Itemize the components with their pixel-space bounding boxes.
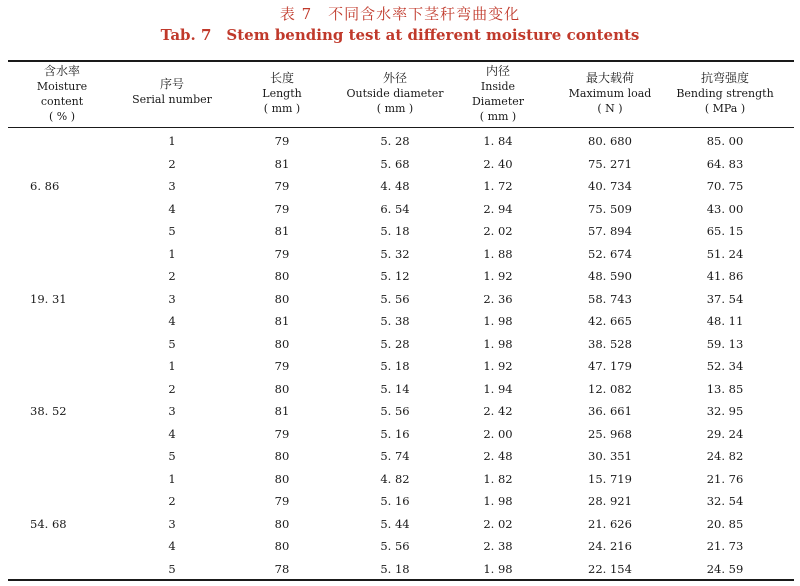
inside-cell: 1. 98	[483, 561, 513, 576]
header-outside-unit: ( mm )	[376, 102, 414, 115]
serial-cell: 4	[168, 314, 176, 328]
length-cell: 79	[274, 359, 290, 373]
header-strength-en1: Bending strength	[676, 87, 774, 100]
serial-cell: 2	[168, 269, 176, 283]
serial-cell: 2	[168, 494, 176, 508]
header-length-cn: 长度	[269, 71, 294, 85]
inside-cell: 1. 98	[483, 336, 513, 351]
outside-cell: 5. 56	[380, 539, 410, 553]
outside-cell: 5. 56	[380, 291, 410, 306]
load-cell: 58. 743	[588, 291, 632, 306]
header-serial-en1: Serial number	[132, 93, 212, 106]
header-length	[242, 71, 322, 116]
header-load-unit: ( N )	[597, 102, 623, 115]
header-inside-en2: Diameter	[471, 95, 525, 108]
serial-cell: 3	[168, 404, 176, 418]
strength-cell: 70. 75	[706, 179, 744, 193]
outside-cell: 5. 28	[380, 134, 410, 148]
strength-cell: 41. 86	[706, 269, 744, 283]
strength-cell: 24. 82	[706, 449, 744, 463]
header-strength-unit: ( MPa )	[704, 102, 746, 115]
strength-cell: 59. 13	[706, 336, 744, 351]
strength-cell: 32. 95	[706, 404, 744, 418]
strength-cell: 20. 85	[706, 516, 744, 531]
header-inside-cn: 内径	[485, 64, 510, 78]
length-cell: 79	[274, 179, 290, 193]
strength-cell: 21. 73	[706, 539, 744, 553]
inside-cell: 1. 88	[483, 246, 513, 261]
inside-cell: 2. 48	[483, 449, 513, 463]
top-rule	[8, 60, 794, 62]
inside-cell: 1. 94	[483, 381, 513, 396]
serial-cell: 4	[168, 426, 176, 441]
inside-cell: 2. 42	[483, 404, 513, 418]
inside-cell: 2. 02	[483, 516, 513, 531]
strength-cell: 64. 83	[706, 156, 744, 171]
outside-cell: 4. 48	[380, 179, 410, 193]
header-outside-diameter	[335, 71, 455, 116]
header-serial-cn: 序号	[159, 77, 184, 91]
strength-cell: 85. 00	[706, 134, 744, 148]
load-cell: 30. 351	[588, 449, 632, 463]
strength-cell: 32. 54	[706, 494, 744, 508]
outside-cell: 5. 14	[380, 381, 410, 396]
load-cell: 36. 661	[588, 404, 632, 418]
strength-cell: 21. 76	[706, 471, 744, 486]
inside-cell: 2. 36	[483, 291, 513, 306]
load-cell: 38. 528	[588, 336, 632, 351]
moisture-content-cell: 54. 68	[30, 516, 67, 531]
strength-cell: 29. 24	[706, 426, 744, 441]
length-cell: 80	[274, 516, 290, 531]
moisture-content-cell: 19. 31	[30, 291, 67, 306]
outside-cell: 5. 32	[380, 246, 410, 261]
outside-cell: 5. 12	[380, 269, 410, 283]
serial-cell: 2	[168, 381, 176, 396]
length-cell: 79	[274, 134, 290, 148]
length-cell: 81	[274, 404, 290, 418]
inside-cell: 2. 40	[483, 156, 513, 171]
load-cell: 25. 968	[588, 426, 632, 441]
length-cell: 78	[274, 561, 290, 576]
header-length-unit: ( mm )	[263, 102, 301, 115]
bottom-rule	[8, 579, 794, 581]
header-bending-strength	[670, 71, 780, 116]
header-outside-cn: 外径	[382, 71, 407, 85]
moisture-content-cell: 6. 86	[30, 179, 60, 193]
serial-cell: 1	[168, 471, 176, 486]
header-maximum-load	[560, 71, 660, 116]
inside-cell: 2. 00	[483, 426, 513, 441]
inside-cell: 1. 84	[483, 134, 513, 148]
strength-cell: 43. 00	[706, 201, 744, 216]
inside-cell: 1. 92	[483, 269, 513, 283]
load-cell: 57. 894	[588, 224, 632, 238]
length-cell: 79	[274, 201, 290, 216]
inside-cell: 1. 98	[483, 494, 513, 508]
outside-cell: 6. 54	[380, 201, 410, 216]
load-cell: 12. 082	[588, 381, 632, 396]
outside-cell: 5. 44	[380, 516, 410, 531]
load-cell: 15. 719	[588, 471, 632, 486]
load-cell: 80. 680	[588, 134, 632, 148]
length-cell: 81	[274, 224, 290, 238]
outside-cell: 5. 56	[380, 404, 410, 418]
header-load-cn: 最大载荷	[585, 71, 634, 85]
serial-cell: 5	[168, 561, 176, 576]
strength-cell: 52. 34	[706, 359, 744, 373]
header-moisture	[22, 64, 102, 124]
load-cell: 22. 154	[588, 561, 632, 576]
length-cell: 80	[274, 539, 290, 553]
outside-cell: 4. 82	[380, 471, 410, 486]
inside-cell: 1. 92	[483, 359, 513, 373]
serial-cell: 3	[168, 291, 176, 306]
table-title-chinese: 表 7 不同含水率下茎秆弯曲变化	[279, 5, 521, 23]
header-outside-en1: Outside diameter	[346, 87, 444, 100]
header-length-en1: Length	[262, 87, 302, 100]
serial-cell: 1	[168, 134, 176, 148]
serial-cell: 2	[168, 156, 176, 171]
header-rule	[8, 127, 794, 128]
header-load-en1: Maximum load	[568, 87, 652, 100]
serial-cell: 3	[168, 179, 176, 193]
length-cell: 79	[274, 246, 290, 261]
outside-cell: 5. 16	[380, 494, 410, 508]
load-cell: 48. 590	[588, 269, 632, 283]
length-cell: 80	[274, 336, 290, 351]
length-cell: 81	[274, 156, 290, 171]
header-serial	[122, 77, 222, 107]
inside-cell: 1. 72	[483, 179, 513, 193]
load-cell: 40. 734	[588, 179, 632, 193]
inside-cell: 2. 02	[483, 224, 513, 238]
serial-cell: 1	[168, 246, 176, 261]
outside-cell: 5. 16	[380, 426, 410, 441]
serial-cell: 5	[168, 224, 176, 238]
load-cell: 75. 509	[588, 201, 632, 216]
inside-cell: 1. 82	[483, 471, 513, 486]
header-moisture-en2: content	[40, 95, 84, 108]
inside-cell: 2. 38	[483, 539, 513, 553]
table-title-english: Tab. 7 Stem bending test at different moisture contents	[160, 26, 640, 44]
strength-cell: 37. 54	[706, 291, 744, 306]
header-strength-cn: 抗弯强度	[700, 71, 749, 85]
strength-cell: 24. 59	[706, 561, 744, 576]
outside-cell: 5. 68	[380, 156, 410, 171]
serial-cell: 3	[168, 516, 176, 531]
load-cell: 24. 216	[588, 539, 632, 553]
header-moisture-cn: 含水率	[43, 64, 80, 78]
outside-cell: 5. 18	[380, 359, 410, 373]
length-cell: 80	[274, 291, 290, 306]
load-cell: 47. 179	[588, 359, 632, 373]
load-cell: 21. 626	[588, 516, 632, 531]
length-cell: 79	[274, 494, 290, 508]
outside-cell: 5. 38	[380, 314, 410, 328]
strength-cell: 13. 85	[706, 381, 744, 396]
length-cell: 81	[274, 314, 290, 328]
moisture-content-cell: 38. 52	[30, 404, 67, 418]
serial-cell: 5	[168, 449, 176, 463]
strength-cell: 65. 15	[706, 224, 744, 238]
outside-cell: 5. 74	[380, 449, 410, 463]
length-cell: 80	[274, 269, 290, 283]
load-cell: 28. 921	[588, 494, 632, 508]
header-inside-diameter	[458, 64, 538, 124]
inside-cell: 1. 98	[483, 314, 513, 328]
header-inside-unit: ( mm )	[479, 110, 517, 123]
load-cell: 42. 665	[588, 314, 632, 328]
serial-cell: 5	[168, 336, 176, 351]
serial-cell: 1	[168, 359, 176, 373]
strength-cell: 48. 11	[706, 314, 744, 328]
length-cell: 80	[274, 449, 290, 463]
header-moisture-en1: Moisture	[36, 80, 88, 93]
length-cell: 80	[274, 381, 290, 396]
serial-cell: 4	[168, 539, 176, 553]
header-moisture-unit: ( % )	[48, 110, 76, 123]
inside-cell: 2. 94	[483, 201, 513, 216]
load-cell: 75. 271	[588, 156, 632, 171]
load-cell: 52. 674	[588, 246, 632, 261]
length-cell: 80	[274, 471, 290, 486]
header-inside-en1: Inside	[480, 80, 516, 93]
strength-cell: 51. 24	[706, 246, 744, 261]
length-cell: 79	[274, 426, 290, 441]
serial-cell: 4	[168, 201, 176, 216]
outside-cell: 5. 18	[380, 224, 410, 238]
outside-cell: 5. 28	[380, 336, 410, 351]
outside-cell: 5. 18	[380, 561, 410, 576]
